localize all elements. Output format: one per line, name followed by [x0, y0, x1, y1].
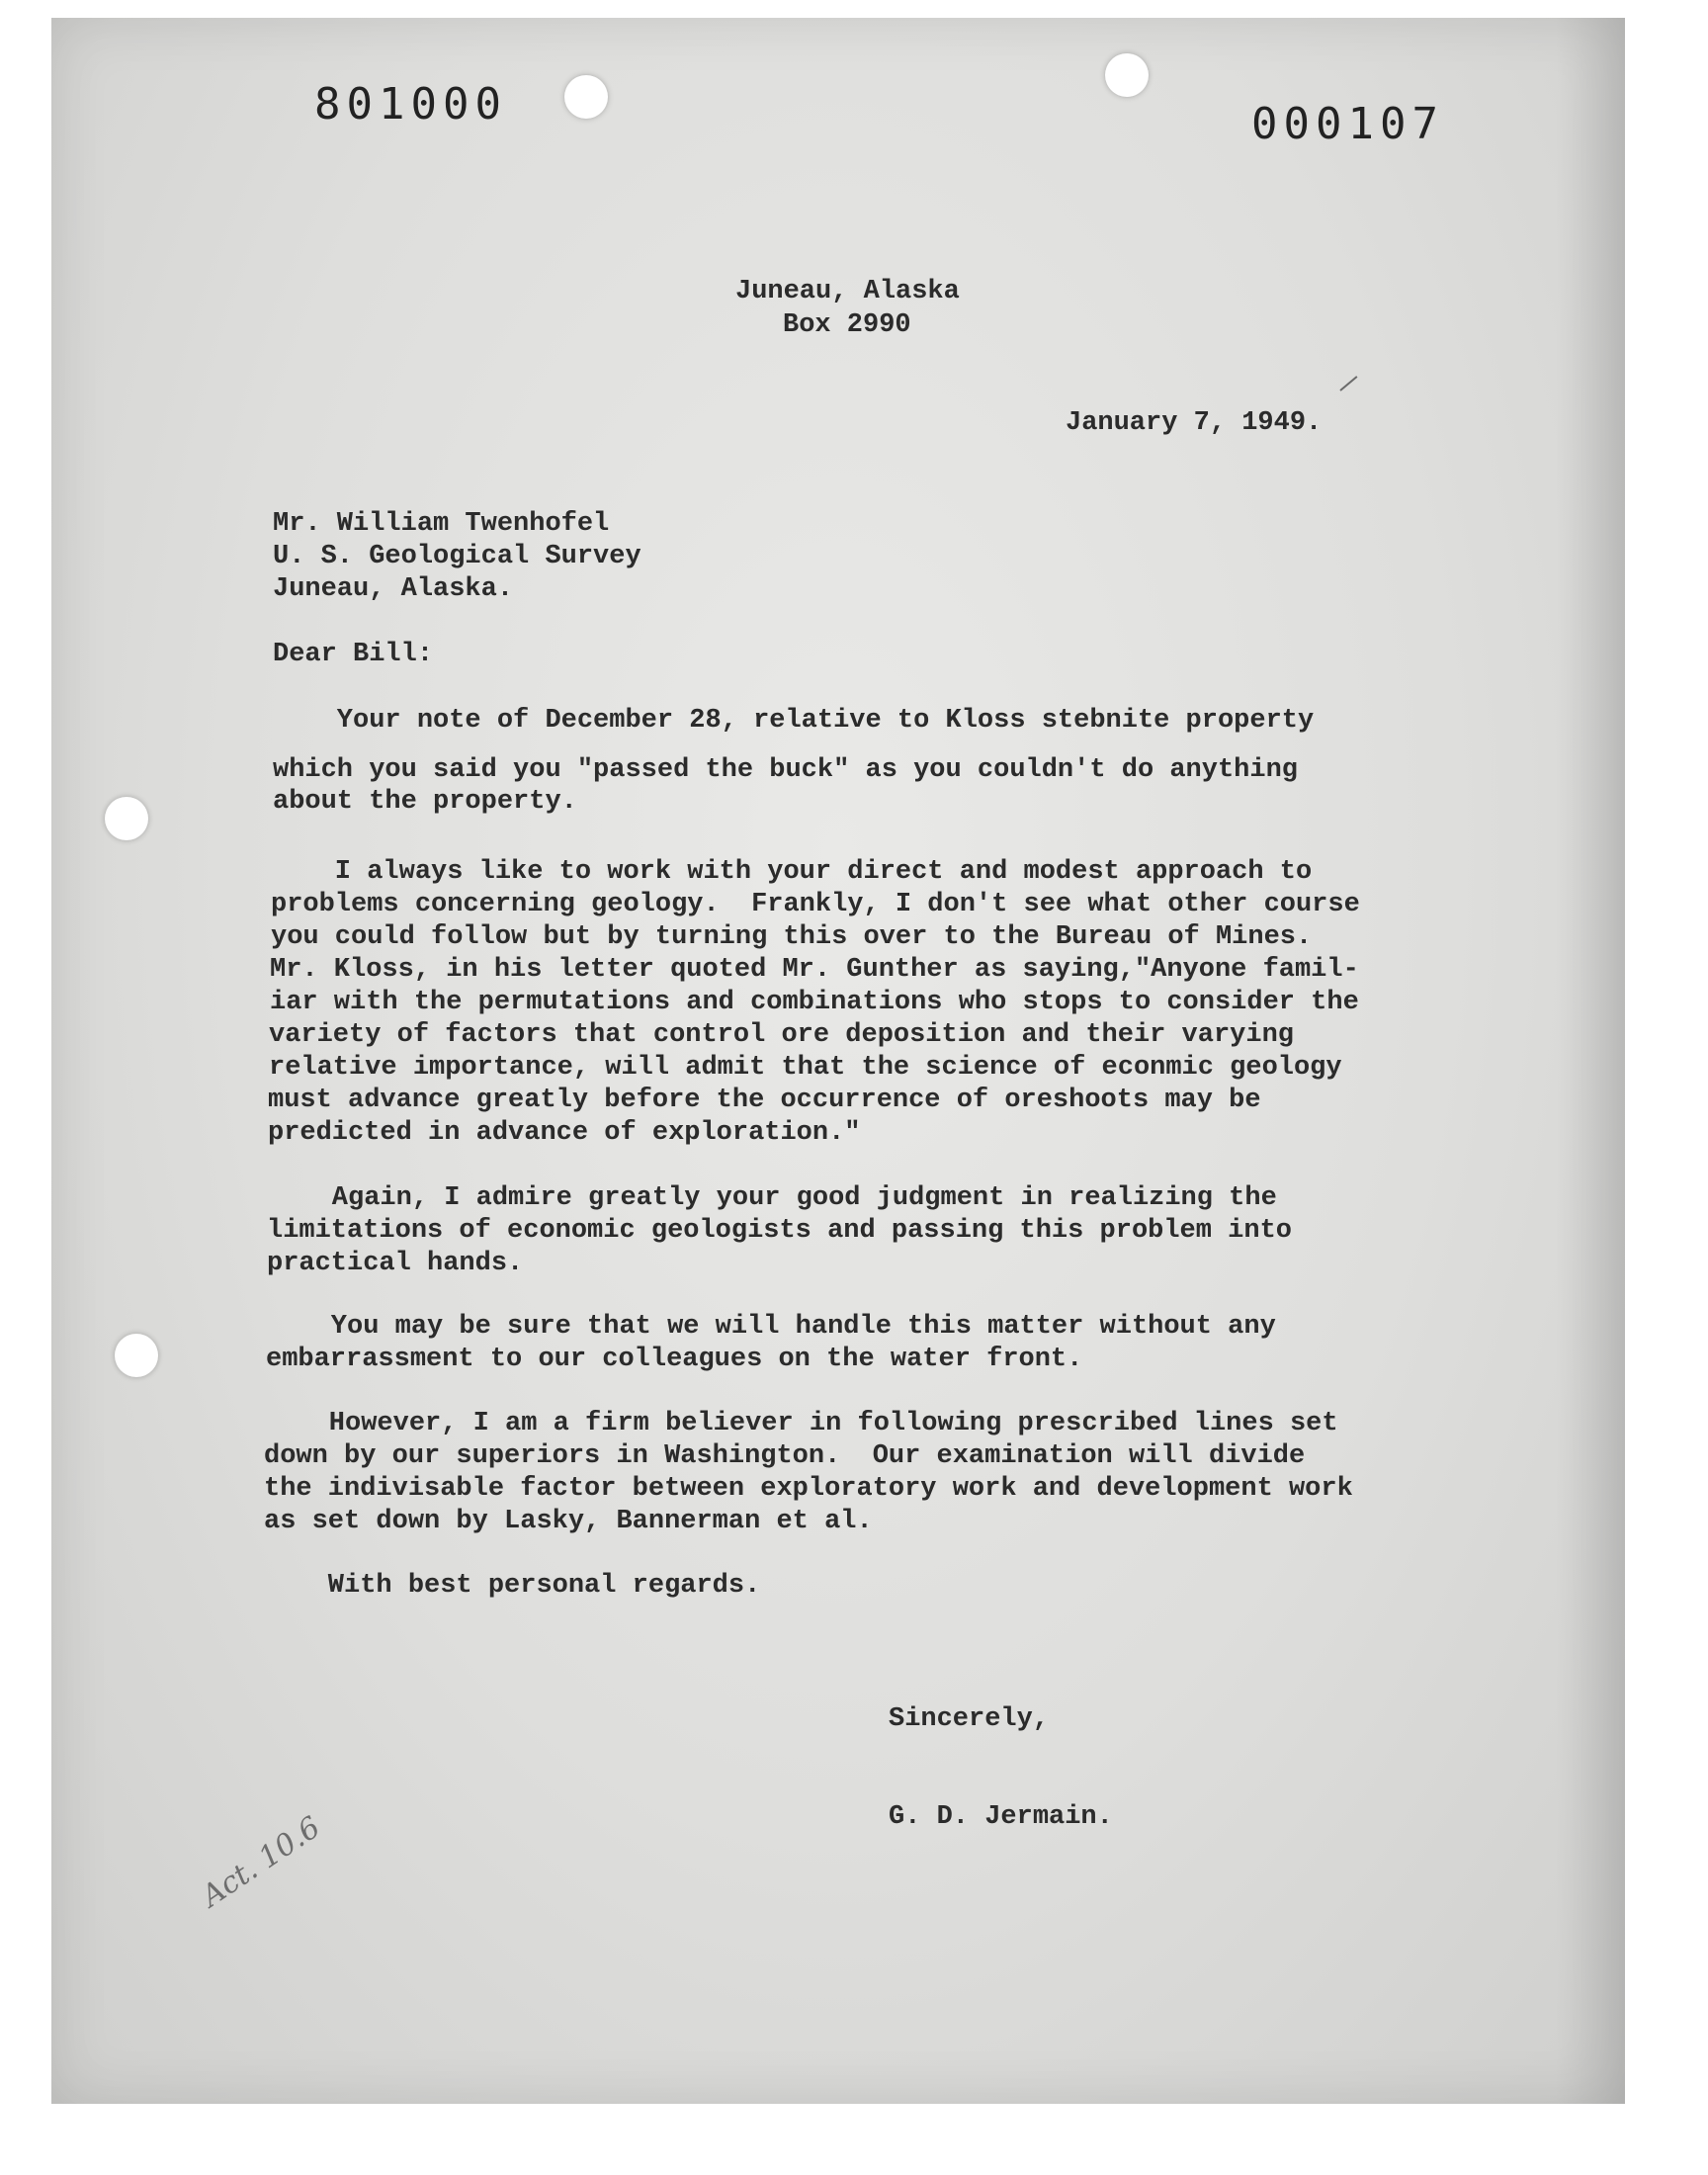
paragraph-line: the indivisable factor between exploratory work and development work: [264, 1474, 1353, 1504]
letterhead-box: Box 2990: [783, 310, 911, 340]
paragraph-line: You may be sure that we will handle this matter without any: [267, 1312, 1276, 1342]
punch-hole-side-lower: [115, 1334, 158, 1377]
paragraph-line: as set down by Lasky, Bannerman et al.: [264, 1507, 873, 1536]
paragraph-line: practical hands.: [267, 1249, 524, 1278]
paragraph-line: relative importance, will admit that the science of econmic geology: [269, 1053, 1342, 1083]
paragraph-line: you could follow but by turning this over to the Bureau of Mines.: [271, 922, 1313, 952]
stamp-number-right: 000107: [1251, 99, 1444, 149]
signature: G. D. Jermain.: [889, 1802, 1113, 1832]
paragraph-line: which you said you "passed the buck" as you couldn't do anything: [273, 755, 1298, 785]
letterhead-city: Juneau, Alaska: [735, 277, 960, 306]
paragraph-line: Again, I admire greatly your good judgment in realizing the: [268, 1183, 1277, 1213]
paragraph-line: Mr. Kloss, in his letter quoted Mr. Gunther as saying,"Anyone famil-: [270, 955, 1359, 985]
paragraph-line: must advance greatly before the occurrence of oreshoots may be: [268, 1086, 1261, 1115]
paragraph-line: I always like to work with your direct and modest approach to: [271, 857, 1313, 887]
closing: Sincerely,: [889, 1704, 1050, 1734]
paragraph-line: iar with the permutations and combinations who stops to consider the: [270, 988, 1359, 1017]
stamp-number-left: 801000: [314, 79, 507, 130]
punch-hole-top-right: [1105, 53, 1149, 97]
paragraph-line: variety of factors that control ore deposition and their varying: [269, 1020, 1294, 1050]
paragraph-line: With best personal regards.: [264, 1571, 761, 1601]
paragraph-line: However, I am a firm believer in following prescribed lines set: [265, 1409, 1338, 1438]
paragraph-line: Your note of December 28, relative to Kloss stebnite property: [273, 706, 1315, 736]
recipient-name: Mr. William Twenhofel: [273, 509, 610, 539]
paragraph-line: embarrassment to our colleagues on the water front.: [266, 1345, 1083, 1374]
paragraph-line: predicted in advance of exploration.": [268, 1118, 861, 1148]
paragraph-line: down by our superiors in Washington. Our examination will divide: [264, 1441, 1306, 1471]
recipient-city: Juneau, Alaska.: [273, 574, 514, 604]
recipient-org: U. S. Geological Survey: [273, 542, 641, 571]
handwritten-note: Act. 10.6: [195, 1809, 327, 1915]
salutation: Dear Bill:: [273, 640, 434, 669]
paragraph-line: about the property.: [273, 787, 577, 817]
punch-hole-side-upper: [105, 797, 148, 840]
letter-date: January 7, 1949.: [1066, 408, 1323, 438]
paragraph-line: problems concerning geology. Frankly, I don't see what other course: [271, 890, 1360, 919]
paragraph-line: limitations of economic geologists and passing this problem into: [267, 1216, 1292, 1246]
punch-hole-top-left: [564, 75, 608, 119]
